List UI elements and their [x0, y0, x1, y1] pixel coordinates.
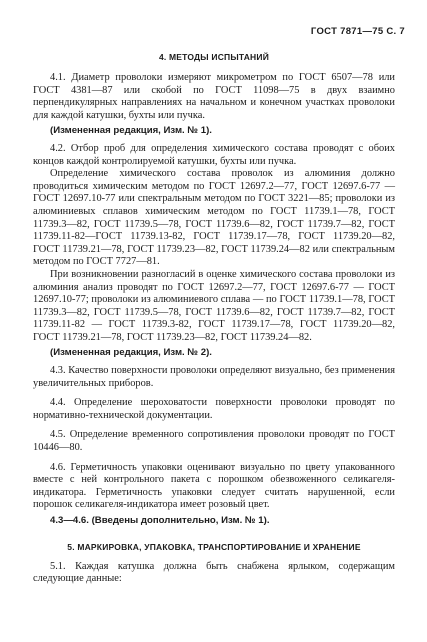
- paragraph-4-2-chemical-methods: Определение химического состава проволок из алюминия должно проводиться химическим методом по ГОСТ 12697.2—77, ГОСТ 12697.6-77 — ГОСТ 12697.10-77 или спектральным методом по ГОСТ 3221—85; проволоки из алюминиевых сплавов химическим методом по ГОСТ 11739.1—78, ГОСТ 11739.3—82, ГОСТ 11739.5—78, ГОСТ 11739.6—82, ГОСТ 11739.7—82, ГОСТ 11739.11-82—ГОСТ 11739.13-82, ГОСТ 11739.17—78, ГОСТ 11739.20—82, ГОСТ 11739.21—78, ГОСТ 11739.23—82, ГОСТ 11739.24—82 или спектральным методом по ГОСТ 7727—81.: [33, 168, 395, 268]
- page-header: ГОСТ 7871—75 С. 7: [310, 26, 405, 37]
- paragraph-4-5: 4.5. Определение временного сопротивления проволоки проводят по ГОСТ 10446—80.: [33, 429, 395, 454]
- paragraph-4-6: 4.6. Герметичность упаковки оценивают визуально по цвету упакованного вместе с ней контрольного пакета с порошком обезвоженного селикагеля-индикатора. Герметичность упаковки следует считать нарушенной, если порошок селикагеля-индикатора имеет розовый цвет.: [33, 461, 395, 511]
- paragraph-4-2-disputes: При возникновении разногласий в оценке химического состава проволоки из алюминия анализ проводят по ГОСТ 12697.2—77, ГОСТ 12697.6-77 — ГОСТ 12697.10-77; проволоки из алюминиевого сплава — по ГОСТ 11739.1—78, ГОСТ 11739.3—82, ГОСТ 11739.5—78, ГОСТ 11739.6—82, ГОСТ 11739.7—82, ГОСТ 11739.11-82 — ГОСТ 11739.3-82, ГОСТ 11739.17—78, ГОСТ 11739.20—82, ГОСТ 11739.21—78, ГОСТ 11739.23—82, ГОСТ 11739.24—82.: [33, 268, 395, 343]
- paragraph-4-2: 4.2. Отбор проб для определения химического состава проводят с обоих концов каждой контролируемой катушки, бухты или пучка.: [33, 142, 395, 167]
- paragraph-4-4: 4.4. Определение шероховатости поверхности проволоки проводят по нормативно-технической документации.: [33, 397, 395, 421]
- document-body: [33, 48, 395, 586]
- section-5-title: 5. МАРКИРОВКА, УПАКОВКА, ТРАНСПОРТИРОВАНИЕ И ХРАНЕНИЕ: [67, 541, 361, 552]
- amendment-note-1: (Измененная редакция, Изм. № 1).: [50, 125, 212, 137]
- amendment-note-2: (Измененная редакция, Изм. № 2).: [50, 347, 212, 359]
- paragraph-4-1: 4.1. Диаметр проволоки измеряют микрометром по ГОСТ 6507—78 или ГОСТ 4381—87 или скобой по ГОСТ 11098—75 в двух взаимно перпендикулярных направлениях на начальном и конечном участках проволоки для каждой катушки, бухты или пучка.: [33, 72, 395, 121]
- paragraph-5-1: 5.1. Каждая катушка должна быть снабжена ярлыком, содержащим следующие данные:: [33, 560, 395, 585]
- section-4-title: 4. МЕТОДЫ ИСПЫТАНИЙ: [158, 52, 270, 62]
- amendment-note-3: 4.3—4.6. (Введены дополнительно, Изм. № 1).: [50, 515, 270, 526]
- paragraph-4-3: 4.3. Качество поверхности проволоки определяют визуально, без применения увеличительных приборов.: [33, 365, 395, 389]
